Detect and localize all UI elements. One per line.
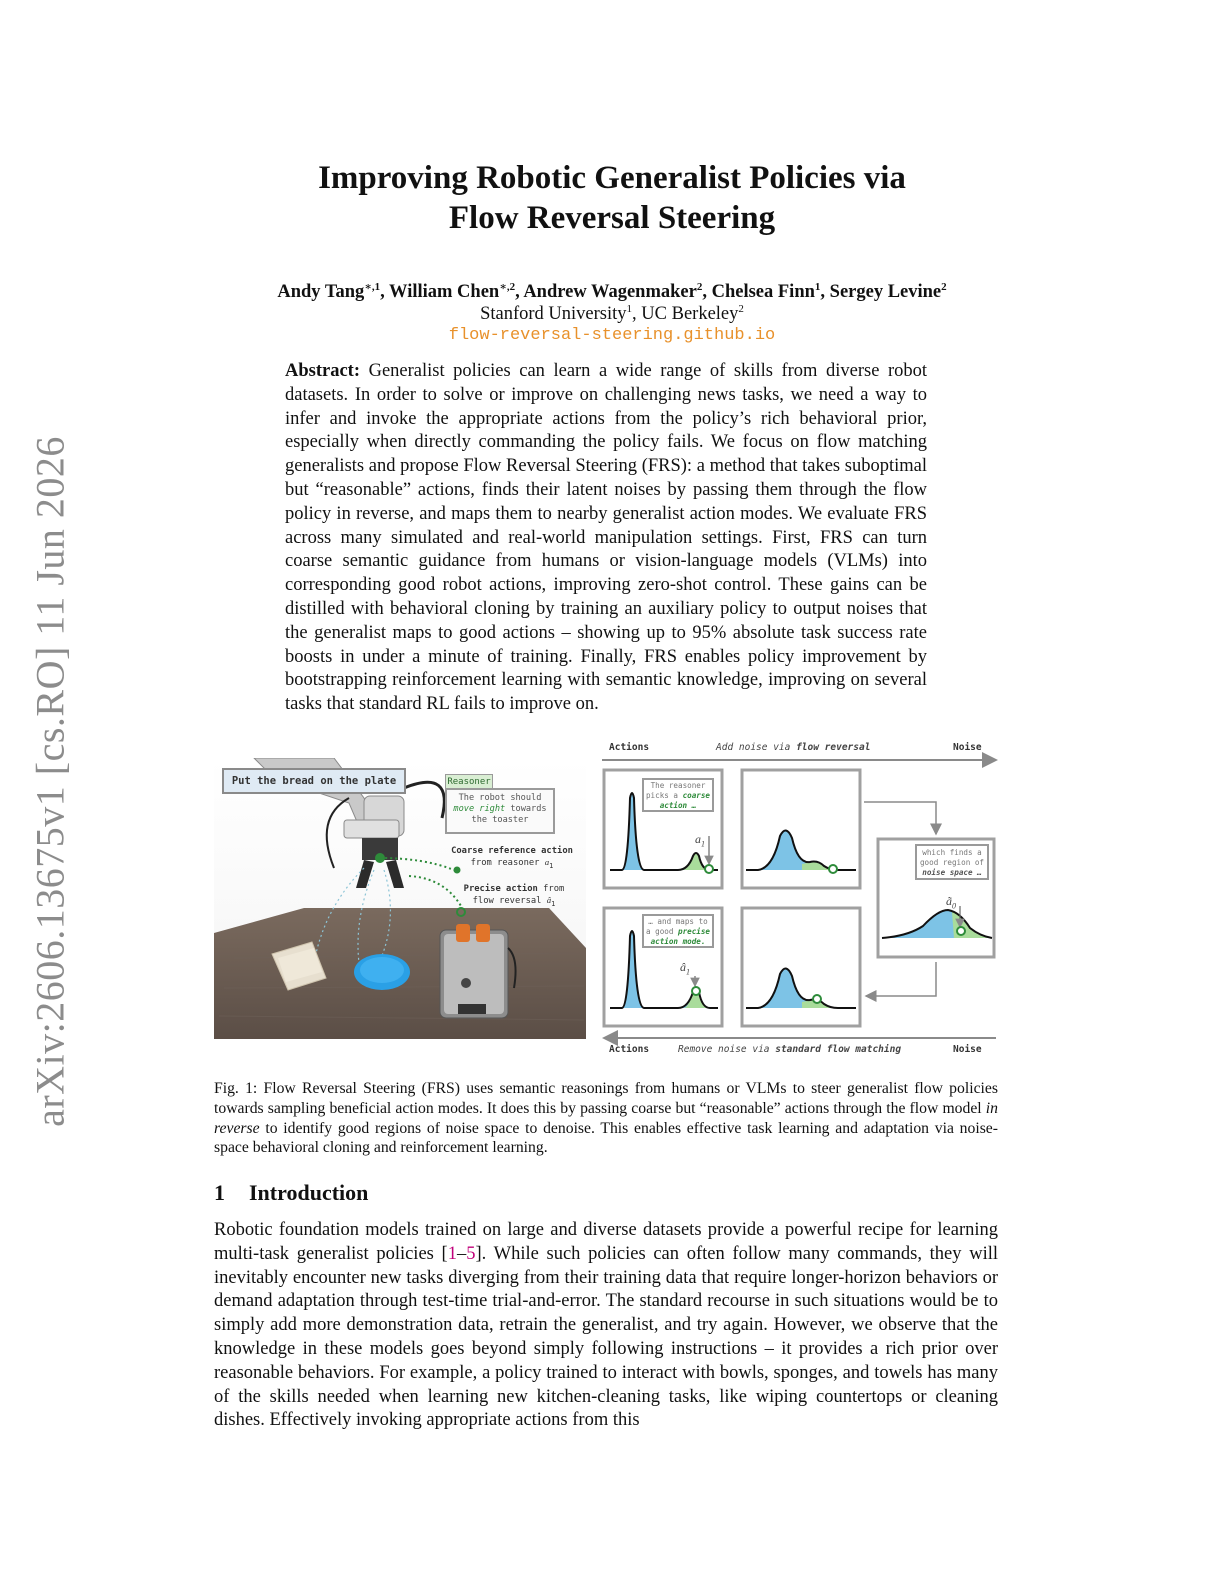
coarse-symbol: a [544, 857, 550, 867]
symbol-a0 [946, 894, 956, 910]
author-separator: , [380, 282, 390, 302]
precise-subscript: 1 [551, 899, 556, 908]
reasoner-box [445, 788, 555, 834]
annotation-emphasis: action mode. [650, 937, 706, 946]
annotation-text: a good [645, 927, 678, 936]
top-middle-bold: flow reversal [796, 742, 871, 753]
section-title: Introduction [249, 1180, 369, 1205]
action-point-bl [692, 987, 700, 995]
caption-label: Fig. 1: [214, 1080, 258, 1097]
top-left-label: Actions [609, 742, 650, 753]
reasoner-text: the toaster [471, 815, 529, 825]
affiliation-stanford: Stanford University [480, 304, 627, 324]
author-name: Sergey Levine [829, 282, 942, 302]
author-separator: , [515, 282, 524, 302]
flow-diagram [598, 738, 1008, 1060]
author-affil-mark: 1 [814, 280, 821, 293]
annotation-text: which finds a [922, 848, 982, 857]
coarse-action-label [442, 846, 582, 872]
caption-text: to identify good regions of noise space to denoise. This enables effective task learning and adaptation via noise-space behavioral cloning and reinforcement learning. [214, 1119, 998, 1157]
action-point-tm [829, 865, 837, 873]
annotation-text: … and maps to [648, 917, 708, 926]
author-affil-mark: ∗,1 [364, 280, 381, 293]
action-point-tl [705, 865, 713, 873]
affil-mark: 2 [738, 302, 744, 315]
instruction-box: Put the bread on the plate [222, 768, 406, 794]
coarse-label-title: Coarse reference action [451, 846, 573, 856]
bottom-middle-prefix: Remove noise via [678, 1044, 776, 1055]
symbol-subscript: 1 [686, 967, 690, 977]
paper-title [0, 158, 1224, 238]
reasoner-text-rest: towards [505, 804, 547, 814]
precise-action-label [454, 884, 574, 910]
affiliations [0, 303, 1224, 325]
annotation-emphasis: noise space … [922, 868, 982, 877]
abstract-text: Generalist policies can learn a wide range of skills from diverse robot datasets. In order to solve or improve on challenging news tasks, we need a way to infer and invoke the appropriate actions from the policy’s rich behavioral prior, especially when directly commanding the policy fails. We focus on flow matching generalists and propose Flow Reversal Steering (FRS): a method that takes suboptimal but “reasonable” actions, finds their latent noises by passing them through the flow policy in reverse, and maps them to nearby generalist action modes. We evaluate FRS across many simulated and real-world manipulation settings. First, FRS can turn coarse semantic guidance from humans or vision-language models (VLMs) into corresponding good robot actions, improving zero-shot control. These gains can be distilled with behavioral cloning by training an auxiliary policy to output noises that the generalist maps to good actions – showing up to 95% absolute task success rate boosts in under a minute of training. Finally, FRS enables policy improvement by bootstrapping reinforcement learning with semantic knowledge, improving on several tasks that standard RL fails to improve on. [285, 361, 928, 715]
connector-bottom [866, 962, 936, 996]
figure-caption [214, 1079, 998, 1158]
annotation-box-coarse [642, 778, 714, 812]
title-line-2: Flow Reversal Steering [448, 200, 776, 236]
author-name: Chelsea Finn [711, 282, 815, 302]
top-middle-label [716, 742, 870, 753]
intro-text: Robotic foundation models trained on large and diverse datasets provide a powerful recipe for learning multi-task generalist policies [ [214, 1220, 998, 1264]
annotation-emphasis: precise [678, 927, 711, 936]
reasoner-emphasis: move right [453, 804, 506, 814]
symbol-subscript: 1 [701, 839, 705, 849]
reasoner-label: Reasoner [445, 774, 493, 790]
annotation-text: good region of [919, 858, 984, 867]
bottom-left-label: Actions [609, 1044, 650, 1055]
author-affil-mark: 2 [696, 280, 703, 293]
bottom-right-label: Noise [953, 1044, 982, 1055]
annotation-box-precise [642, 914, 714, 948]
symbol-letter: ã [946, 894, 952, 908]
precise-symbol: â [546, 895, 552, 905]
intro-text: ]. While such policies can often follow many commands, they will inevitably encounter new tasks diverging from their training data that require longer-horizon behaviors or demand adaptation through test-time trial-and-error. The standard recourse in such situations would be to simply add more demonstration data, retrain the generalist, and try again. However, we observe that the knowledge in these models goes beyond simply following instructions – it provides a rich prior over reasonable behaviors. For example, a policy trained to interact with bowls, sponges, and towels has many of the skills needed when learning new kitchen-cleaning tasks, like wiping countertops or cleaning dishes. Effectively invoking appropriate actions from this [214, 1243, 998, 1431]
action-point-bm [813, 995, 821, 1003]
author-name: Andrew Wagenmaker [523, 282, 697, 302]
symbol-a1 [695, 832, 705, 848]
top-middle-prefix: Add noise via [716, 742, 797, 753]
intro-paragraph [214, 1219, 998, 1433]
annotation-text: The reasoner [650, 781, 706, 790]
affiliation-berkeley: UC Berkeley [641, 304, 739, 324]
bottom-middle-bold: standard flow matching [775, 1044, 902, 1055]
robot-photo [214, 758, 586, 1039]
coarse-subscript: 1 [549, 861, 554, 870]
title-line-1: Improving Robotic Generalist Policies via [318, 160, 906, 196]
author-separator: , [820, 282, 830, 302]
section-heading [214, 1180, 368, 1206]
author-list [0, 281, 1224, 303]
reasoner-text [447, 804, 553, 815]
author-name: William Chen [389, 282, 500, 302]
author-separator: , [702, 282, 712, 302]
abstract-label: Abstract: [285, 361, 361, 381]
author-affil-mark: ∗,2 [499, 280, 516, 293]
section-number: 1 [214, 1180, 225, 1205]
reasoner-text: The robot should [458, 793, 542, 803]
citation-link[interactable]: 5 [466, 1243, 476, 1264]
top-right-label: Noise [953, 742, 982, 753]
precise-label-text: from [537, 884, 565, 894]
affil-separator: , [632, 304, 642, 324]
symbol-subscript: 0 [952, 901, 956, 911]
bottom-middle-label [678, 1044, 901, 1055]
precise-label-text: flow reversal [472, 896, 547, 906]
project-url-link[interactable]: flow-reversal-steering.github.io [448, 326, 776, 345]
author-name: Andy Tang [277, 282, 365, 302]
symbol-letter: a [695, 832, 701, 846]
coarse-label-text: from reasoner [470, 858, 545, 868]
caption-text: Flow Reversal Steering (FRS) uses semantic reasonings from humans or VLMs to steer generalist flow policies towards sampling beneficial action modes. It does this by passing coarse but “reasonable” actions through the flow model [214, 1080, 998, 1117]
affil-mark: 1 [626, 302, 633, 315]
annotation-box-noise [915, 844, 989, 880]
author-affil-mark: 2 [941, 280, 947, 293]
abstract [285, 360, 927, 717]
symbol-letter: â [680, 960, 686, 974]
noise-point-r [957, 927, 965, 935]
symbol-a1-hat [680, 960, 690, 976]
citation-dash: – [456, 1243, 467, 1264]
arxiv-identifier: arXiv:2606.13675v1 [cs.RO] 11 Jun 2026 [27, 436, 73, 1127]
caption-italic: in reverse [214, 1099, 998, 1137]
citation-link[interactable]: 1 [447, 1243, 457, 1264]
annotation-emphasis: action … [659, 801, 697, 810]
annotation-emphasis: coarse [682, 791, 710, 800]
annotation-text: picks a [645, 791, 683, 800]
precise-label-title: Precise action [463, 884, 538, 894]
connector-top [864, 802, 936, 834]
